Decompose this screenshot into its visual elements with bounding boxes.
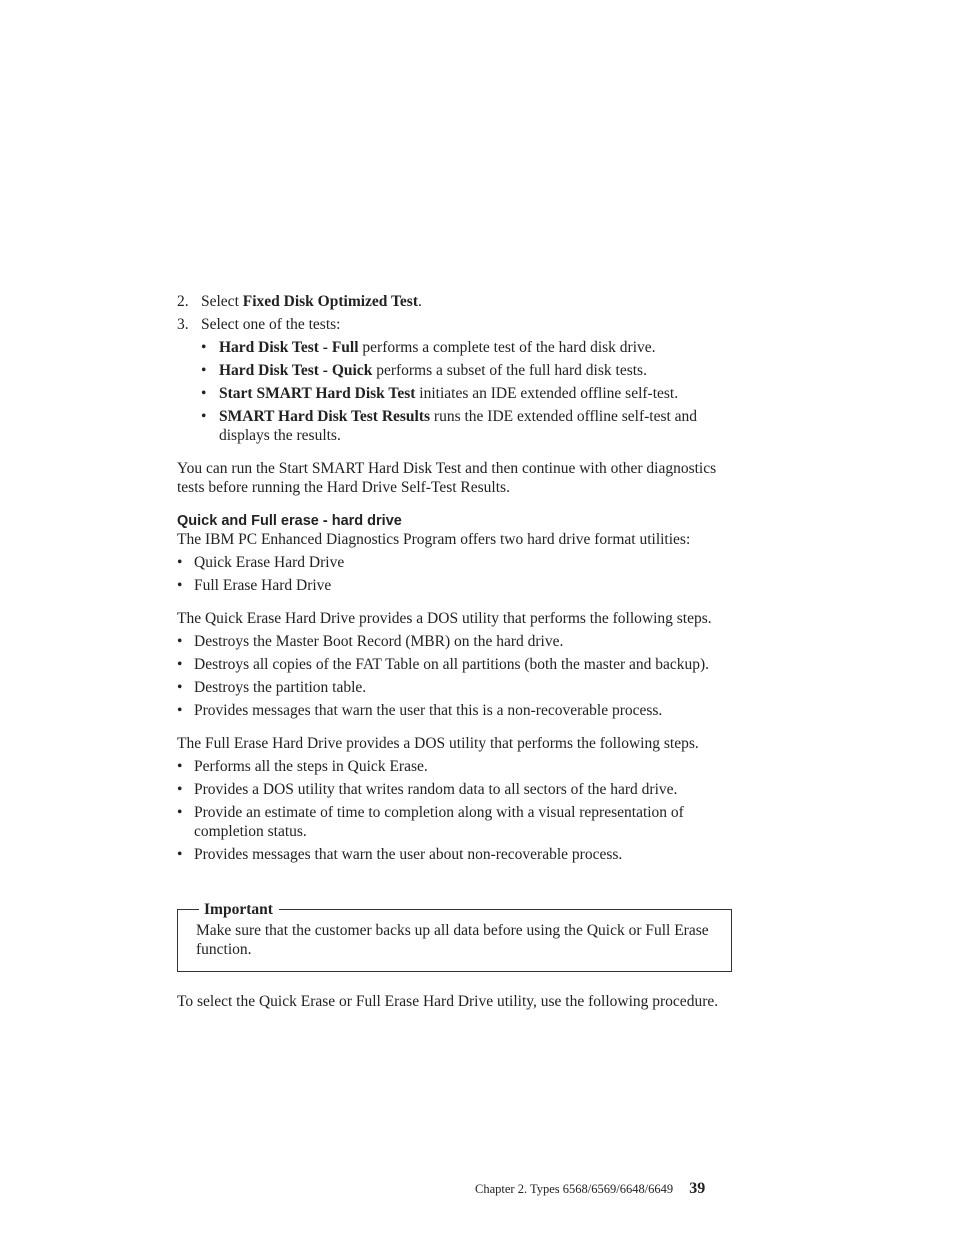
list-item: • Destroys all copies of the FAT Table on all partitions (both the master and backup).	[177, 656, 710, 673]
utilities-list	[177, 553, 732, 595]
smart-paragraph: You can run the Start SMART Hard Disk Test and then continue with other diagnostics tests before running the Hard Drive Self-Test Results.	[177, 460, 717, 496]
list-item: • Provides messages that warn the user that this is a non-recoverable process.	[177, 702, 663, 719]
bullet-icon: •	[177, 633, 183, 650]
test-options-list	[201, 338, 732, 445]
page-footer	[475, 1180, 732, 1198]
bullet-icon: •	[177, 846, 183, 863]
list-item: • Performs all the steps in Quick Erase.	[177, 758, 428, 775]
bullet-icon: •	[177, 702, 183, 719]
quick-erase-steps	[177, 632, 732, 720]
step-text: Select Fixed Disk Optimized Test.	[201, 293, 422, 310]
list-item: • Destroys the partition table.	[177, 679, 367, 696]
bullet-icon: •	[177, 758, 183, 775]
full-erase-steps	[177, 757, 732, 864]
bullet-icon: •	[201, 362, 207, 379]
quick-erase-intro: The Quick Erase Hard Drive provides a DOS utility that performs the following steps.	[177, 610, 712, 627]
bullet-icon: •	[177, 577, 183, 594]
list-item: • Hard Disk Test - Full performs a complete test of the hard disk drive.	[201, 339, 656, 356]
section-intro: The IBM PC Enhanced Diagnostics Program offers two hard drive format utilities:	[177, 531, 691, 548]
list-item: • Full Erase Hard Drive	[177, 577, 332, 594]
step-2	[177, 292, 732, 311]
closing-paragraph: To select the Quick Erase or Full Erase Hard Drive utility, use the following procedure.	[177, 993, 719, 1010]
bullet-icon: •	[177, 656, 183, 673]
full-erase-intro: The Full Erase Hard Drive provides a DOS utility that performs the following steps.	[177, 735, 699, 752]
bullet-icon: •	[177, 679, 183, 696]
important-title: Important	[199, 900, 279, 919]
list-item: • Hard Disk Test - Quick performs a subset of the full hard disk tests.	[201, 362, 647, 379]
test-name: Fixed Disk Optimized Test	[242, 293, 419, 310]
bullet-icon: •	[177, 781, 183, 798]
important-text: Make sure that the customer backs up all data before using the Quick or Full Erase function.	[196, 922, 709, 958]
list-item: • Provides a DOS utility that writes random data to all sectors of the hard drive.	[177, 781, 678, 798]
bullet-icon: •	[177, 804, 183, 821]
document-body	[177, 292, 732, 1015]
list-item: • Start SMART Hard Disk Test initiates an IDE extended offline self-test.	[201, 385, 679, 402]
step-number: 2.	[177, 293, 189, 310]
step-text: Select one of the tests:	[201, 316, 341, 333]
bullet-icon: •	[201, 408, 207, 425]
list-item: • Provide an estimate of time to completion along with a visual representation of completion status.	[177, 804, 684, 840]
bullet-icon: •	[177, 554, 183, 571]
list-item: • Quick Erase Hard Drive	[177, 554, 345, 571]
page-number: 39	[689, 1180, 706, 1197]
step-3	[177, 315, 732, 334]
bullet-icon: •	[201, 339, 207, 356]
list-item: • SMART Hard Disk Test Results runs the IDE extended offline self-test and displays the results.	[201, 408, 698, 444]
bullet-icon: •	[201, 385, 207, 402]
list-item: • Destroys the Master Boot Record (MBR) on the hard drive.	[177, 633, 564, 650]
list-item: • Provides messages that warn the user about non-recoverable process.	[177, 846, 623, 863]
section-heading: Quick and Full erase - hard drive	[177, 513, 402, 529]
step-number: 3.	[177, 316, 189, 333]
important-notice	[177, 901, 732, 972]
chapter-label: Chapter 2. Types 6568/6569/6648/6649	[475, 1182, 674, 1196]
